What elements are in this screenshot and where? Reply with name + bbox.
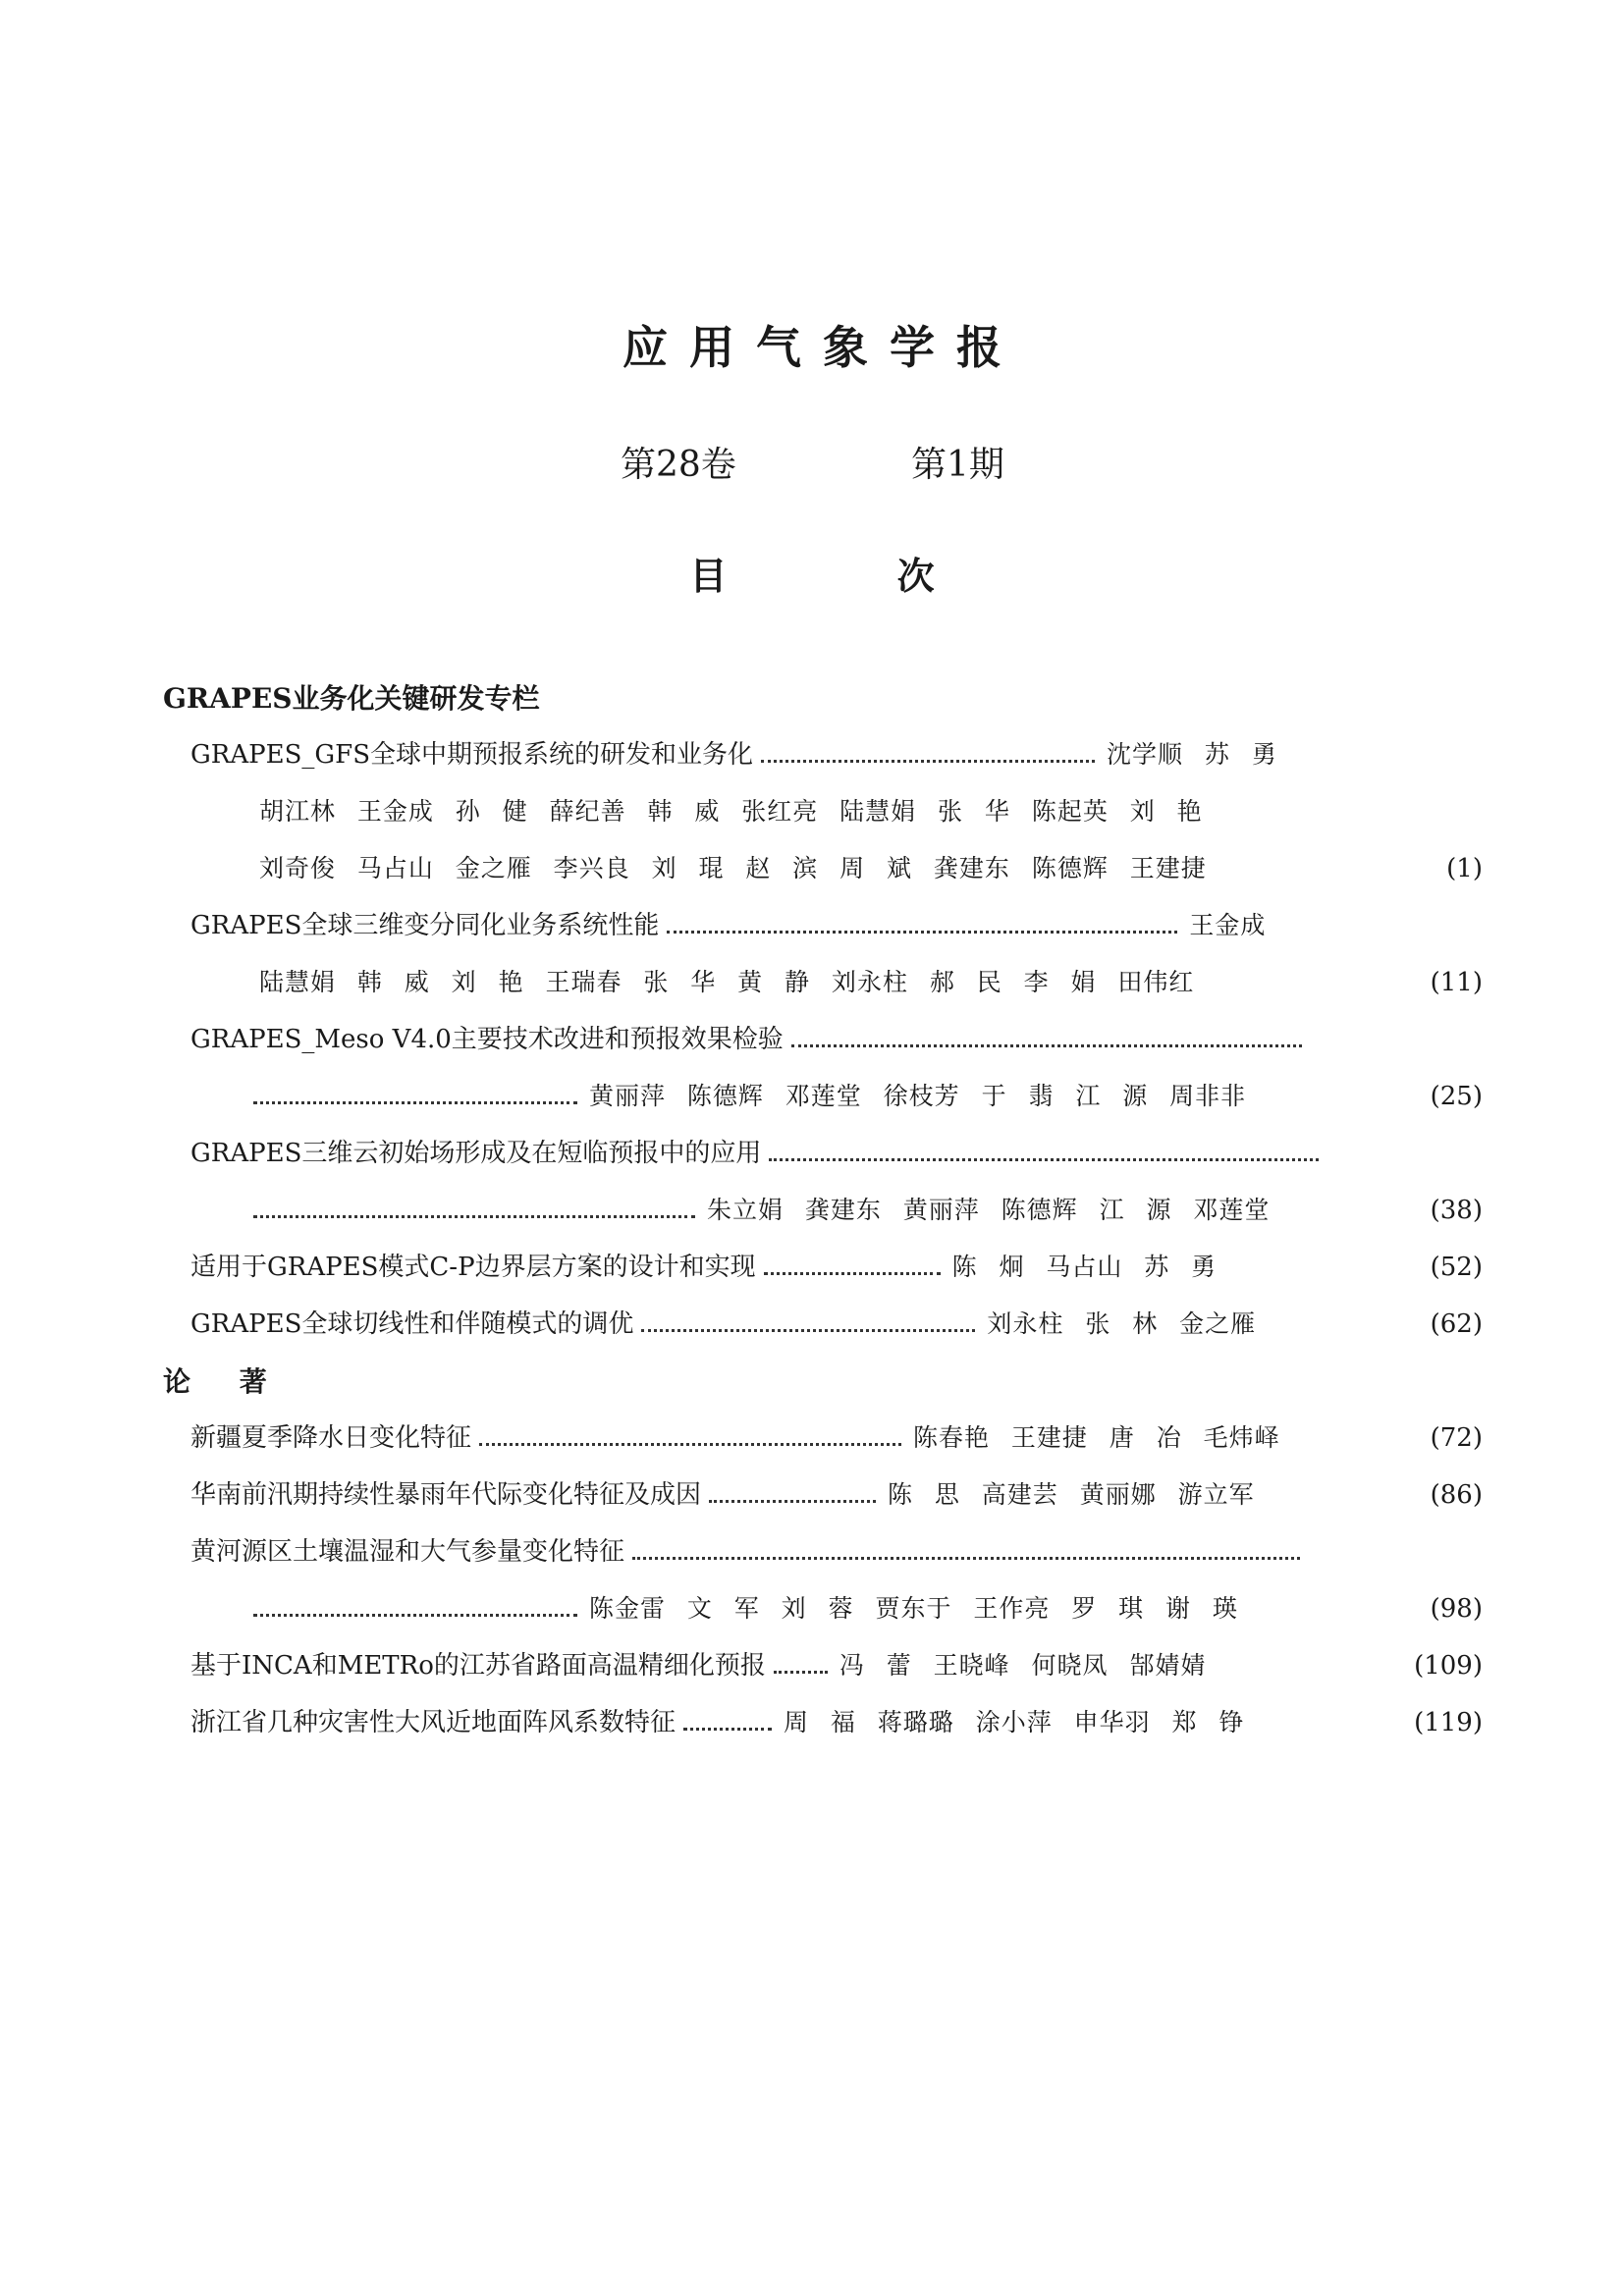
toc-entry-page: (25) [1430,1082,1483,1111]
section-heading-articles: 论 著 [163,1365,287,1398]
toc-entry-authors: 陈 思 高建芸 黄丽娜 游立军 [888,1480,1255,1509]
toc-entry-title-line[interactable] [190,1705,1244,1740]
toc-entry-title: GRAPES_Meso V4.0主要技术改进和预报效果检验 [190,1025,784,1054]
toc-entry-authors: 刘奇俊 马占山 金之雁 李兴良 刘 琨 赵 滨 周 斌 龚建东 陈德辉 王建捷 [259,854,1207,882]
toc-entry-title-line[interactable] [190,1022,1314,1057]
dot-leader [479,1443,901,1446]
toc-entry-page: (1) [1446,854,1483,883]
toc-entry-authors: 胡江林 王金成 孙 健 薛纪善 韩 威 张红亮 陆慧娟 张 华 陈起英 刘 艳 [259,797,1203,826]
toc-entry-authors-line [253,1079,1246,1114]
dot-leader [791,1044,1302,1047]
dot-leader [632,1557,1300,1560]
toc-entry-authors-line [259,794,1203,829]
toc-entry-title-line[interactable] [190,1307,1256,1342]
toc-entry-authors: 陈金雷 文 军 刘 蓉 贾东于 王作亮 罗 琪 谢 瑛 [589,1594,1238,1623]
toc-entry-authors: 陆慧娟 韩 威 刘 艳 王瑞春 张 华 黄 静 刘永柱 郝 民 李 娟 田伟红 [259,968,1195,996]
dot-leader [253,1215,695,1218]
dot-leader [641,1329,975,1332]
toc-entry-page: (109) [1414,1651,1483,1681]
dot-leader [709,1500,876,1503]
toc-entry-title-line[interactable] [190,1136,1330,1171]
toc-entry-authors: 王金成 [1189,911,1267,939]
toc-entry-authors-line [253,1193,1270,1228]
toc-entry-page: (38) [1430,1196,1483,1225]
journal-title: 应用气象学报 [623,321,1023,374]
toc-entry-authors: 周 福 蒋璐璐 涂小萍 申华羽 郑 铮 [784,1708,1245,1736]
volume-label: 第28卷 [621,445,736,485]
dot-leader [761,760,1095,763]
toc-entry-authors: 沈学顺 苏 勇 [1107,740,1277,769]
toc-entry-title-line[interactable] [190,908,1266,943]
toc-entry-title-line[interactable] [190,1250,1217,1285]
toc-entry-title: 适用于GRAPES模式C-P边界层方案的设计和实现 [190,1253,756,1282]
dot-leader [667,931,1177,934]
toc-entry-page: (11) [1430,968,1483,997]
toc-entry-page: (72) [1430,1423,1483,1453]
toc-entry-page: (98) [1430,1594,1483,1624]
section-heading-grapes: GRAPES业务化关键研发专栏 [163,682,540,715]
toc-entry-title: GRAPES_GFS全球中期预报系统的研发和业务化 [190,740,754,770]
dot-leader [769,1158,1319,1161]
toc-entry-authors: 冯 蕾 王晓峰 何晓凤 郜婧婧 [839,1651,1207,1680]
toc-entry-title-line[interactable] [190,1534,1312,1570]
dot-leader [764,1272,941,1275]
toc-entry-authors: 陈 炯 马占山 苏 勇 [951,1253,1218,1281]
toc-entry-title: GRAPES三维云初始场形成及在短临预报中的应用 [190,1139,762,1168]
toc-entry-page: (86) [1430,1480,1483,1510]
toc-entry-authors: 刘永柱 张 林 金之雁 [987,1309,1257,1338]
toc-entry-authors-line [259,965,1194,1000]
toc-entry-page: (62) [1430,1309,1483,1339]
toc-entry-authors: 朱立娟 龚建东 黄丽萍 陈德辉 江 源 邓莲堂 [707,1196,1271,1224]
toc-entry-title-line[interactable] [190,1648,1206,1683]
toc-entry-title: 浙江省几种灾害性大风近地面阵风系数特征 [190,1708,677,1737]
toc-entry-authors-line [259,851,1207,886]
dot-leader [774,1671,828,1674]
toc-entry-title: GRAPES全球切线性和伴随模式的调优 [190,1309,634,1339]
toc-entry-page: (119) [1414,1708,1483,1737]
toc-entry-title: GRAPES全球三维变分同化业务系统性能 [190,911,660,940]
toc-entry-authors-line [253,1591,1238,1627]
contents-heading: 目 次 [689,554,1013,598]
toc-entry-title-line[interactable] [190,1477,1255,1513]
dot-leader [253,1614,577,1617]
toc-entry-title: 黄河源区土壤温湿和大气参量变化特征 [190,1537,625,1567]
toc-entry-title: 华南前汛期持续性暴雨年代际变化特征及成因 [190,1480,702,1510]
toc-entry-title: 新疆夏季降水日变化特征 [190,1423,472,1453]
toc-entry-title-line[interactable] [190,737,1277,773]
issue-label: 第1期 [911,445,1004,485]
toc-entry-title-line[interactable] [190,1420,1280,1456]
toc-entry-authors: 陈春艳 王建捷 唐 冶 毛炜峄 [913,1423,1280,1452]
dot-leader [683,1728,772,1731]
dot-leader [253,1101,577,1104]
toc-entry-page: (52) [1430,1253,1483,1282]
toc-entry-authors: 黄丽萍 陈德辉 邓莲堂 徐枝芳 于 翡 江 源 周非非 [589,1082,1247,1110]
toc-entry-title: 基于INCA和METRo的江苏省路面高温精细化预报 [190,1651,766,1681]
